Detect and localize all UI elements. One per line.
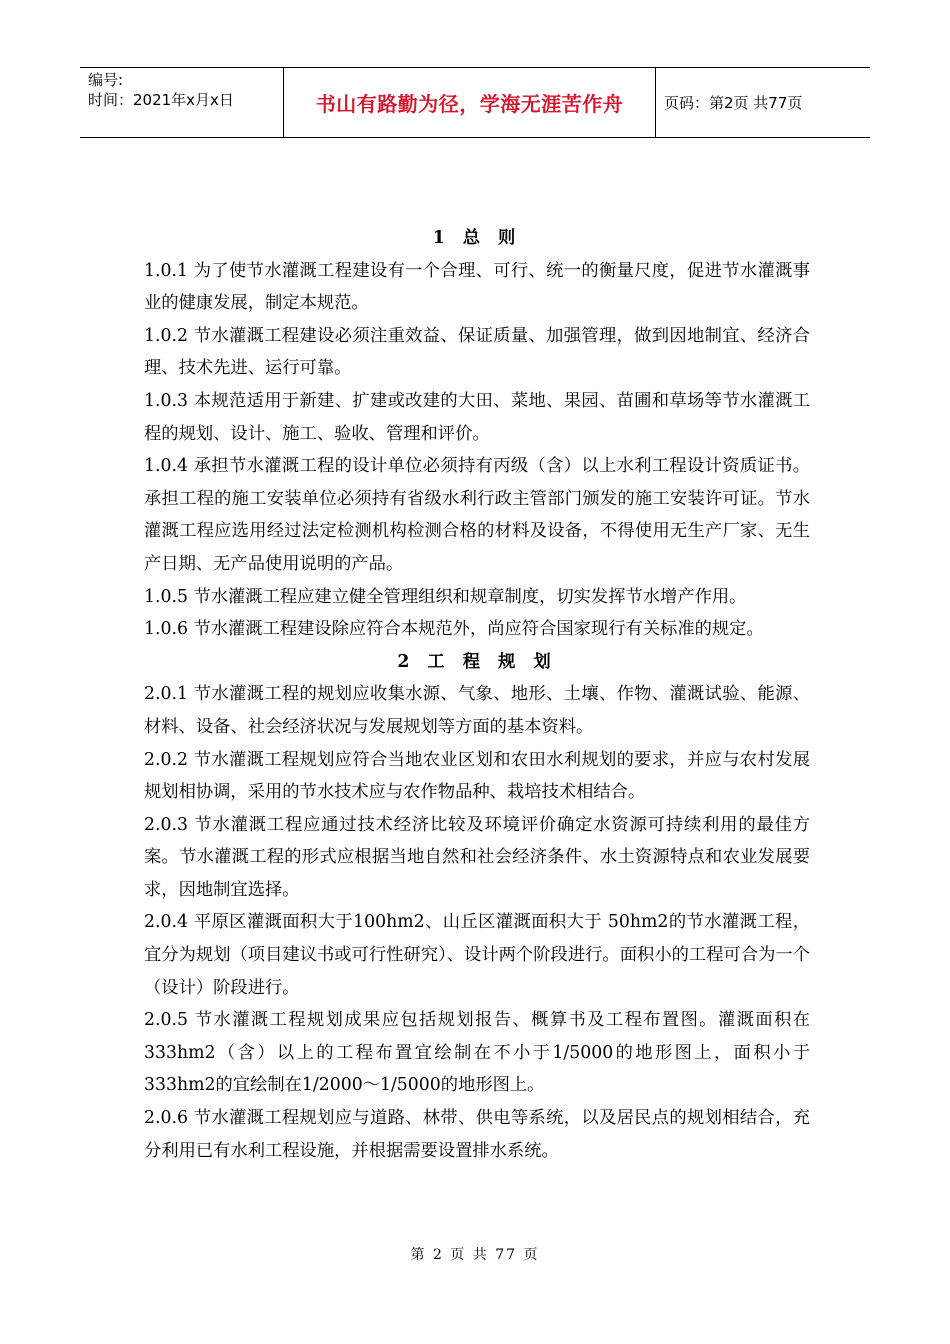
clause-2-0-3: 2.0.3 节水灌溉工程应通过技术经济比较及环境评价确定水资源可持续利用的最佳方案。节水灌溉工程的形式应根据当地自然和社会经济条件、水土资源特点和农业发展要求，因地制宜选择。 [144,814,810,900]
clause-1-0-3: 1.0.3 本规范适用于新建、扩建或改建的大田、菜地、果园、苗圃和草场等节水灌溉工程的规划、设计、施工、验收、管理和评价。 [144,390,810,444]
document-header [80,67,870,138]
time-label: 时间：2021年x月x日 [88,91,234,109]
footer-page-number: 第 2 页 共 77 页 [410,1247,540,1263]
page-info: 页码：第2页 共77页 [664,94,803,112]
document-body [144,222,810,1167]
motto-text: 书山有路勤为径，学海无涯苦作舟 [315,92,624,116]
clause-1-0-5: 1.0.5 节水灌溉工程应建立健全管理组织和规章制度，切实发挥节水增产作用。 [144,586,747,607]
clause-1-0-4: 1.0.4 承担节水灌溉工程的设计单位必须持有丙级（含）以上水利工程设计资质证书。承担工程的施工安装单位必须持有省级水利行政主管部门颁发的施工安装许可证。节水灌溉工程应选用经过法定检测机构检测合格的材料及设备，不得使用无生产厂家、无生产日期、无产品使用说明的产品。 [144,456,810,574]
code-label: 编号: [88,71,124,89]
page-footer [0,1244,950,1264]
clause-2-0-4: 2.0.4 平原区灌溉面积大于100hm2、山丘区灌溉面积大于 50hm2的节水灌溉工程，宜分为规划（项目建议书或可行性研究）、设计两个阶段进行。面积小的工程可合为一个（设计）阶段进行。 [144,912,810,998]
clause-2-0-1: 2.0.1 节水灌溉工程的规划应收集水源、气象、地形、土壤、作物、灌溉试验、能源、材料、设备、社会经济状况与发展规划等方面的基本资料。 [144,684,810,737]
clause-2-0-6: 2.0.6 节水灌溉工程规划应与道路、林带、供电等系统，以及居民点的规划相结合，充分利用已有水利工程设施，并根据需要设置排水系统。 [144,1108,810,1161]
clause-1-0-1: 1.0.1 为了使节水灌溉工程建设有一个合理、可行、统一的衡量尺度，促进节水灌溉事业的健康发展，制定本规范。 [144,260,810,314]
section-title-planning: 2 工 程 规 划 [397,651,557,672]
clause-2-0-5: 2.0.5 节水灌溉工程规划成果应包括规划报告、概算书及工程布置图。灌溉面积在333hm2（含）以上的工程布置宜绘制在不小于1/5000的地形图上，面积小于333hm2的宜绘制在1/2000～1/5000的地形图上。 [144,1010,810,1096]
header-meta-cell [80,68,283,137]
clause-1-0-2: 1.0.2 节水灌溉工程建设必须注重效益、保证质量、加强管理，做到因地制宜、经济合理、技术先进、运行可靠。 [144,325,810,379]
section-title-general: 1 总 则 [432,228,522,248]
clause-1-0-6: 1.0.6 节水灌溉工程建设除应符合本规范外，尚应符合国家现行有关标准的规定。 [144,619,764,640]
header-page-cell [656,68,870,137]
header-motto-cell [283,68,656,137]
clause-2-0-2: 2.0.2 节水灌溉工程规划应符合当地农业区划和农田水利规划的要求，并应与农村发展规划相协调，采用的节水技术应与农作物品种、栽培技术相结合。 [144,749,810,803]
